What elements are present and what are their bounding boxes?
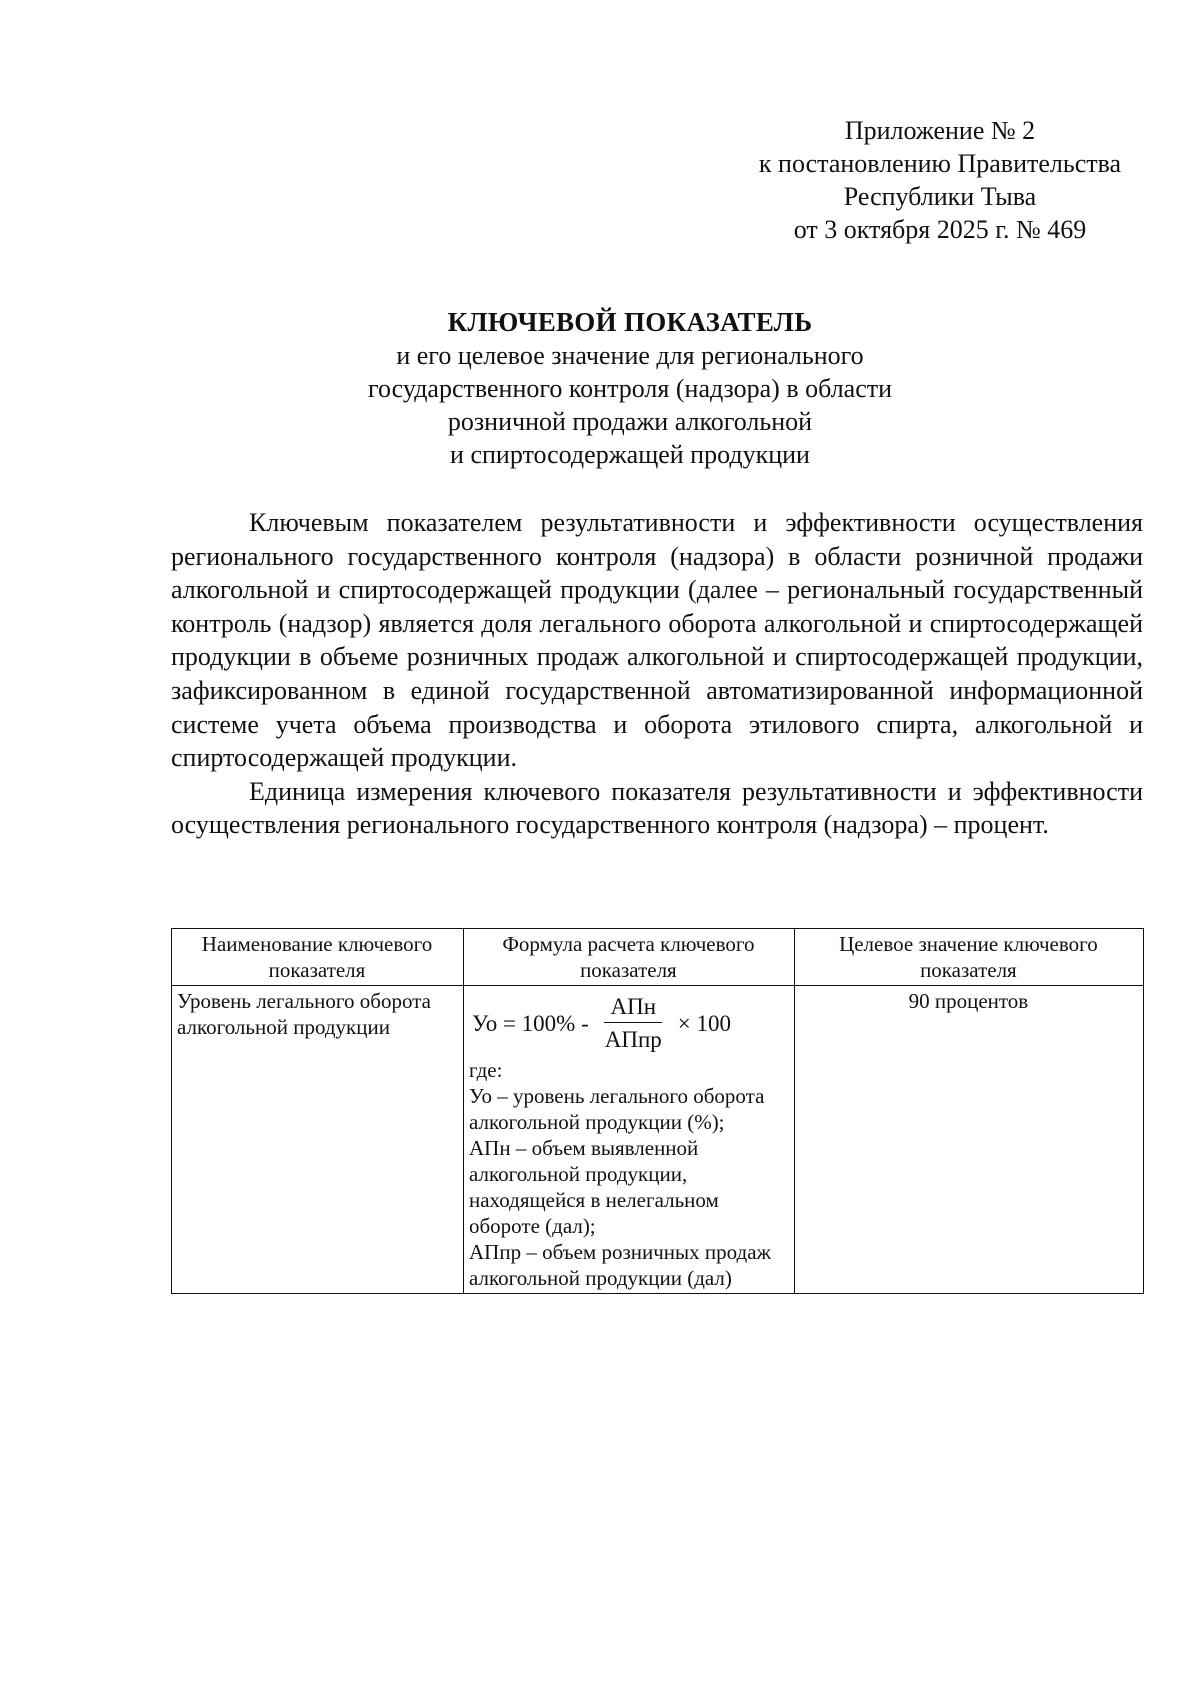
formula-rhs: × 100 bbox=[677, 1010, 731, 1036]
table-row bbox=[172, 986, 1144, 1294]
appendix-number: Приложение № 2 bbox=[844, 116, 1036, 145]
subtitle-line: розничной продажи алкогольной bbox=[447, 407, 813, 436]
target-value: 90 процентов bbox=[794, 986, 1143, 1294]
page-title: КЛЮЧЕВОЙ ПОКАЗАТЕЛЬ bbox=[447, 307, 813, 337]
document-heading bbox=[170, 306, 1090, 471]
definition-item: АПпр – объем розничных продаж алкогольной продукции (дал) bbox=[469, 1240, 772, 1290]
paragraph: Ключевым показателем результативности и эффективности осуществления регионального государственного контроля (надзора) в области розничной продажи алкогольной и спиртосодержащей продукции (далее – региональный государственный контроль (надзор) является доля легального оборота алкогольной и спиртосодержащей продукции в объеме розничных продаж алкогольной и спиртосодержащей продукции, зафиксированном в единой государственной автоматизированной информационной системе учета объема производства и оборота этилового спирта, алкогольной и спиртосодержащей продукции. bbox=[171, 508, 1143, 773]
paragraph: Единица измерения ключевого показателя результативности и эффективности осуществления регионального государственного контроля (надзора) – процент. bbox=[171, 776, 1143, 840]
key-indicator-table bbox=[171, 928, 1144, 1294]
appendix-block bbox=[730, 114, 1150, 246]
where-label: где: bbox=[469, 1058, 503, 1082]
formula bbox=[469, 988, 788, 1057]
formula-numerator: АПн bbox=[604, 994, 662, 1023]
header-target: Целевое значение ключевого показателя bbox=[794, 929, 1143, 986]
definition-item: АПн – объем выявленной алкогольной продукции, находящейся в нелегальном обороте (дал); bbox=[469, 1136, 719, 1238]
formula-definitions bbox=[469, 1057, 788, 1291]
definition-item: Уо – уровень легального оборота алкогольной продукции (%); bbox=[469, 1084, 765, 1134]
formula-denominator: АПпр bbox=[604, 1027, 662, 1052]
formula-cell bbox=[464, 986, 795, 1294]
appendix-ref: к постановлению Правительства bbox=[758, 149, 1122, 178]
formula-fraction bbox=[599, 994, 668, 1053]
table-header-row bbox=[172, 929, 1144, 986]
subtitle-line: и его целевое значение для регионального bbox=[396, 341, 864, 370]
appendix-republic: Республики Тыва bbox=[843, 182, 1037, 211]
body-text bbox=[171, 506, 1143, 842]
appendix-date: от 3 октября 2025 г. № 469 bbox=[793, 215, 1087, 244]
header-formula: Формула расчета ключевого показателя bbox=[464, 929, 795, 986]
subtitle-line: государственного контроля (надзора) в области bbox=[367, 374, 893, 403]
indicator-name: Уровень легального оборота алкогольной продукции bbox=[172, 986, 464, 1294]
formula-lhs: Уо = 100% - bbox=[472, 1010, 589, 1036]
subtitle-line: и спиртосодержащей продукции bbox=[450, 440, 810, 469]
header-name: Наименование ключевого показателя bbox=[172, 929, 464, 986]
